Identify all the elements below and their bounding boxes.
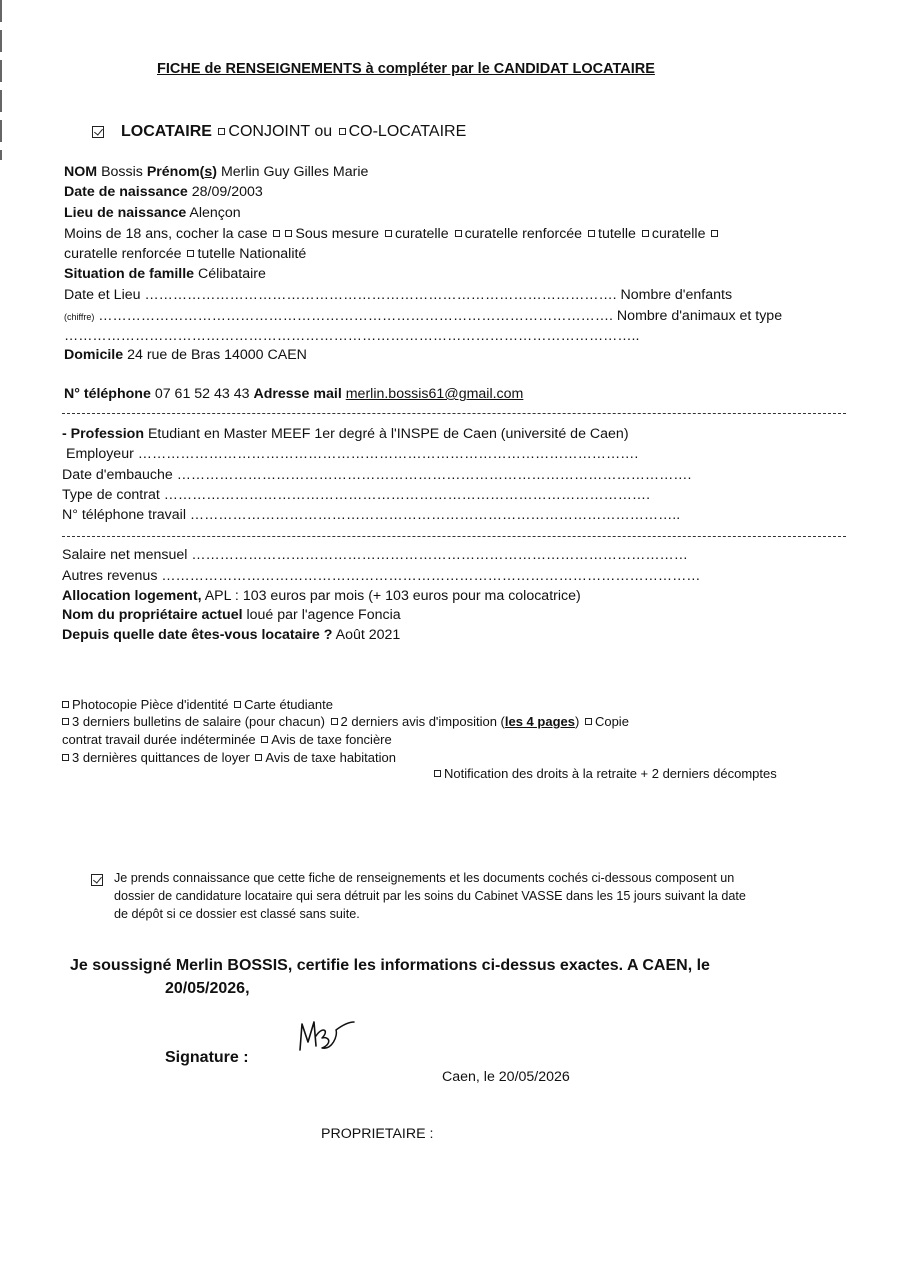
doc-paren: ) xyxy=(574,714,580,729)
nom-label: NOM xyxy=(64,164,98,180)
depuis-line xyxy=(62,627,400,643)
minor-text-a: Moins de 18 ans, cocher la case xyxy=(64,226,268,242)
doc-bulletins: 3 derniers bulletins de salaire (pour chacun) xyxy=(72,714,325,729)
certification-line-1: Je soussigné Merlin BOSSIS, certifie les informations ci-dessus exactes. A CAEN, le xyxy=(70,957,710,974)
colocataire-checkbox-icon[interactable] xyxy=(339,128,346,135)
curatelle-2-checkbox-icon[interactable] xyxy=(642,230,649,237)
embauche-line: Date d'embauche ………………………………………………………………………………………………. xyxy=(62,467,692,483)
doc-taxe-habitation: Avis de taxe habitation xyxy=(265,750,396,765)
profession-value: Etudiant en Master MEEF 1er degré à l'INSPE de Caen (université de Caen) xyxy=(147,426,629,442)
locataire-checkbox-checked-icon[interactable] xyxy=(92,126,104,138)
date-lieu-line: Date et Lieu ………………………………………………………………………………………. Nombre d'enfants xyxy=(64,287,733,303)
prenom-label xyxy=(147,164,217,180)
dob-value: 28/09/2003 xyxy=(191,184,263,200)
domicile-label: Domicile xyxy=(64,347,124,363)
proprietaire-actuel-line xyxy=(62,607,401,623)
dots-line: ………………………………………………………………………………………………………….. xyxy=(64,328,640,344)
chiffre-line xyxy=(64,308,782,324)
minor-text-d: curatelle renforcée xyxy=(464,226,583,242)
tel-label: N° téléphone xyxy=(64,386,151,402)
doc-4-pages: les 4 pages xyxy=(504,714,575,729)
consent-line-3: de dépôt si ce dossier est classé sans suite. xyxy=(114,907,360,921)
curatelle-checkbox-icon[interactable] xyxy=(385,230,392,237)
curatelle-renforcee-2-checkbox-icon[interactable] xyxy=(711,230,718,237)
pob-value: Alençon xyxy=(189,205,241,221)
profession-line xyxy=(62,426,629,442)
documents-line-3 xyxy=(62,732,392,747)
minor-line-2 xyxy=(64,246,306,262)
minor-text-e: tutelle xyxy=(598,226,636,242)
family-label: Situation de famille xyxy=(64,266,195,282)
family-line xyxy=(64,266,266,282)
doc-carte-etudiante: Carte étudiante xyxy=(244,697,333,712)
pob-line xyxy=(64,205,241,221)
page-title: FICHE de RENSEIGNEMENTS à compléter par le CANDIDAT LOCATAIRE xyxy=(157,61,655,77)
domicile-line xyxy=(64,347,307,363)
handwritten-signature-icon xyxy=(292,1016,362,1058)
doc-contrat-cdi: contrat travail durée indéterminée xyxy=(62,732,256,747)
minor-text-c: curatelle xyxy=(394,226,449,242)
prenom-label-s: s xyxy=(204,164,213,180)
minor-text-g: curatelle renforcée xyxy=(64,246,182,262)
quittances-checkbox-icon[interactable] xyxy=(62,754,69,761)
contact-line xyxy=(64,386,523,402)
consent-line-1: Je prends connaissance que cette fiche de renseignements et les documents cochés ci-dessous composent un xyxy=(114,871,735,885)
minor-line-1 xyxy=(64,226,721,242)
doc-avis-imposition: 2 derniers avis d'imposition ( xyxy=(340,714,505,729)
proprietaire-label: Nom du propriétaire actuel xyxy=(62,607,243,623)
photocopie-checkbox-icon[interactable] xyxy=(62,701,69,708)
dob-label: Date de naissance xyxy=(64,184,188,200)
documents-line-5 xyxy=(432,766,777,781)
profession-label: - Profession xyxy=(62,426,144,442)
tutelle-2-checkbox-icon[interactable] xyxy=(187,250,194,257)
curatelle-renforcee-checkbox-icon[interactable] xyxy=(455,230,462,237)
doc-quittances: 3 dernières quittances de loyer xyxy=(72,750,250,765)
documents-line-2 xyxy=(60,714,629,729)
minor-text-f: curatelle xyxy=(651,226,706,242)
nom-value: Bossis xyxy=(101,164,143,180)
contrat-line: Type de contrat …………………………………………………………………………………………. xyxy=(62,487,651,503)
doc-taxe-fonciere: Avis de taxe foncière xyxy=(271,732,392,747)
minor-text-b: Sous mesure xyxy=(295,226,380,242)
consent-line-2: dossier de candidature locataire qui sera détruit par les soins du Cabinet VASSE dans les 15 jours suivant la date xyxy=(114,889,746,903)
depuis-label: Depuis quelle date êtes-vous locataire ? xyxy=(62,627,333,643)
page-edge-scan-mark xyxy=(0,0,2,160)
autres-revenus-line: Autres revenus …………………………………………………………………………………………………… xyxy=(62,568,701,584)
chiffre-dots: ………………………………………………………………………………………………. Nombre d'animaux et type xyxy=(98,308,783,324)
bulletins-checkbox-icon[interactable] xyxy=(62,718,69,725)
tel-travail-line: N° téléphone travail ………………………………………………………………………………………….. xyxy=(62,507,681,523)
domicile-value: 24 rue de Bras 14000 CAEN xyxy=(127,347,307,363)
doc-copie: Copie xyxy=(594,714,629,729)
proprietaire-label: PROPRIETAIRE : xyxy=(321,1126,434,1142)
tel-value: 07 61 52 43 43 xyxy=(154,386,250,402)
allocation-label: Allocation logement, xyxy=(62,588,202,604)
name-line xyxy=(64,164,368,180)
allocation-value: APL : 103 euros par mois (+ 103 euros pour ma colocatrice) xyxy=(204,588,581,604)
dob-line xyxy=(64,184,263,200)
chiffre-label: (chiffre) xyxy=(64,312,95,322)
role-locataire: LOCATAIRE xyxy=(121,123,212,140)
minor-text-h: tutelle Nationalité xyxy=(197,246,307,262)
prenom-value: Merlin Guy Gilles Marie xyxy=(220,164,369,180)
pob-label: Lieu de naissance xyxy=(64,205,187,221)
retraite-checkbox-icon[interactable] xyxy=(434,770,441,777)
salaire-line: Salaire net mensuel …………………………………………………………………………………………… xyxy=(62,547,688,563)
doc-identite: Photocopie Pièce d'identité xyxy=(72,697,229,712)
place-date: Caen, le 20/05/2026 xyxy=(442,1069,570,1085)
consent-checkbox-checked-icon[interactable] xyxy=(91,874,103,886)
depuis-value: Août 2021 xyxy=(335,627,401,643)
role-colocataire: CO-LOCATAIRE xyxy=(348,123,467,140)
carte-etudiante-checkbox-icon[interactable] xyxy=(234,701,241,708)
allocation-line xyxy=(62,588,581,604)
mail-link[interactable]: merlin.bossis61@gmail.com xyxy=(345,386,524,402)
taxe-habitation-checkbox-icon[interactable] xyxy=(255,754,262,761)
divider-1 xyxy=(62,413,846,414)
employeur-line: Employeur ……………………………………………………………………………………………. xyxy=(66,446,639,462)
proprietaire-value: loué par l'agence Foncia xyxy=(246,607,401,623)
documents-line-4 xyxy=(60,750,396,765)
sous-mesure-checkbox-icon[interactable] xyxy=(285,230,292,237)
role-conjoint: CONJOINT ou xyxy=(228,123,333,140)
doc-retraite: Notification des droits à la retraite + 2 derniers décomptes xyxy=(444,766,777,781)
role-line xyxy=(121,123,466,141)
avis-imposition-checkbox-icon[interactable] xyxy=(331,718,338,725)
minor-checkbox-icon[interactable] xyxy=(273,230,280,237)
consent-paragraph xyxy=(114,869,854,923)
family-value: Célibataire xyxy=(198,266,266,282)
documents-line-1 xyxy=(60,697,333,712)
certification-line-2: 20/05/2026, xyxy=(165,980,250,997)
copie-contrat-checkbox-icon[interactable] xyxy=(585,718,592,725)
taxe-fonciere-checkbox-icon[interactable] xyxy=(261,736,268,743)
prenom-label-a: Prénom( xyxy=(146,164,205,180)
tutelle-checkbox-icon[interactable] xyxy=(588,230,595,237)
prenom-label-b: ) xyxy=(212,164,217,180)
mail-label: Adresse mail xyxy=(253,386,342,402)
conjoint-checkbox-icon[interactable] xyxy=(218,128,225,135)
divider-2 xyxy=(62,536,846,537)
signature-label: Signature : xyxy=(165,1049,249,1066)
